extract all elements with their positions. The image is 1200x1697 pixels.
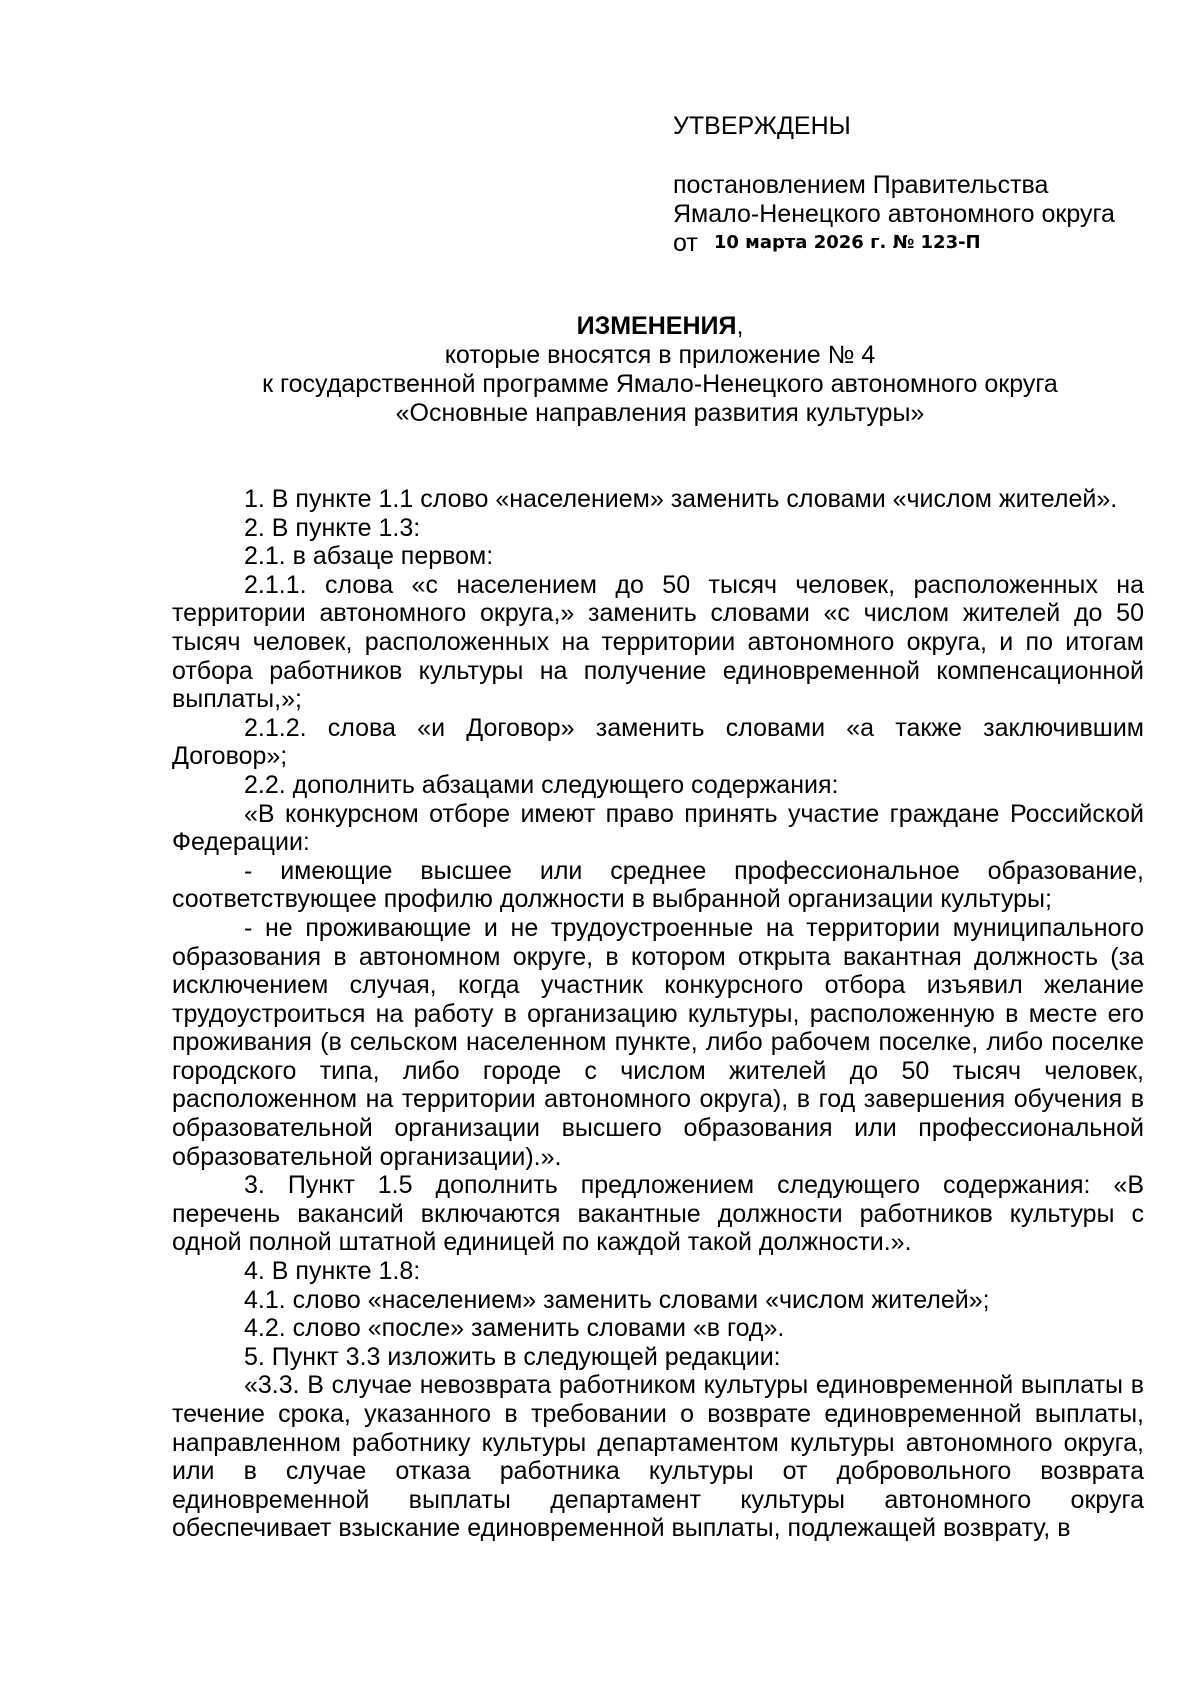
- paragraph: - имеющие высшее или среднее профессиональное образование, соответствующее профилю должности в выбранной организации культуры;: [172, 856, 1144, 914]
- paragraph: 2.1. в абзаце первом:: [244, 542, 494, 571]
- approval-line-1: постановлением Правительства: [673, 171, 1049, 199]
- title-main: ИЗМЕНЕНИЯ: [576, 312, 737, 340]
- paragraph: 4. В пункте 1.8:: [244, 1257, 421, 1286]
- title-line-3: «Основные направления развития культуры»: [395, 399, 925, 427]
- document-body: [172, 485, 1144, 1543]
- paragraph: 4.1. слово «населением» заменить словами «числом жителей»;: [244, 1285, 990, 1314]
- paragraph: 2.2. дополнить абзацами следующего содержания:: [244, 770, 839, 799]
- title-line-1: которые вносятся в приложение № 4: [444, 341, 876, 369]
- approval-date-line: [673, 229, 1153, 260]
- resolution-date-number: 10 марта 2026 г. № 123-П: [713, 232, 981, 253]
- approval-block: [673, 112, 1153, 260]
- paragraph: 1. В пункте 1.1 слово «населением» заменить словами «числом жителей».: [244, 485, 1118, 513]
- document-title: [160, 312, 1160, 341]
- title-main-suffix: ,: [736, 312, 744, 340]
- paragraph: 4.2. слово «после» заменить словами «в год».: [244, 1314, 785, 1343]
- paragraph: 5. Пункт 3.3 изложить в следующей редакции:: [244, 1342, 781, 1371]
- paragraph: 2.1.1. слова «с населением до 50 тысяч человек, расположенных на территории автономного округа,» заменить словами «с числом жителей до 50 тысяч человек, расположенных на территории автономного округа, и по итогам отбора работников культуры на получение единовременной компенсационной выплаты,»;: [172, 570, 1144, 714]
- paragraph: «В конкурсном отборе имеют право принять участие граждане Российской Федерации:: [172, 799, 1144, 857]
- approval-line-2: Ямало-Ненецкого автономного округа: [673, 200, 1115, 228]
- date-prefix: от: [673, 229, 698, 257]
- approval-stamp: УТВЕРЖДЕНЫ: [673, 112, 851, 140]
- paragraph: «3.3. В случае невозврата работником культуры единовременной выплаты в течение срока, указанного в требовании о возврате единовременной выплаты, направленном работнику культуры департаментом культуры автономного округа, или в случае отказа работника культуры от добровольного возврата единовременной выплаты департамент культуры автономного округа обеспечивает взыскание единовременной выплаты, подлежащей возврату, в: [172, 1371, 1144, 1543]
- title-line-2: к государственной программе Ямало-Ненецкого автономного округа: [262, 370, 1058, 398]
- document-title-block: [160, 312, 1160, 428]
- paragraph: 2. В пункте 1.3:: [244, 513, 421, 542]
- paragraph: 3. Пункт 1.5 дополнить предложением следующего содержания: «В перечень вакансий включаются вакантные должности работников культуры с одной полной штатной единицей по каждой такой должности.».: [172, 1171, 1144, 1257]
- paragraph: - не проживающие и не трудоустроенные на территории муниципального образования в автономном округе, в котором открыта вакантная должность (за исключением случая, когда участник конкурсного отбора изъявил желание трудоустроиться на работу в организацию культуры, расположенную в месте его проживания (в сельском населенном пункте, либо рабочем поселке, либо поселке городского типа, либо городе с числом жителей до 50 тысяч человек, расположенном на территории автономного округа), в год завершения обучения в образовательной организации высшего образования или профессиональной образовательной организации).».: [172, 913, 1144, 1171]
- paragraph: 2.1.2. слова «и Договор» заменить словами «а также заключившим Договор»;: [172, 713, 1144, 771]
